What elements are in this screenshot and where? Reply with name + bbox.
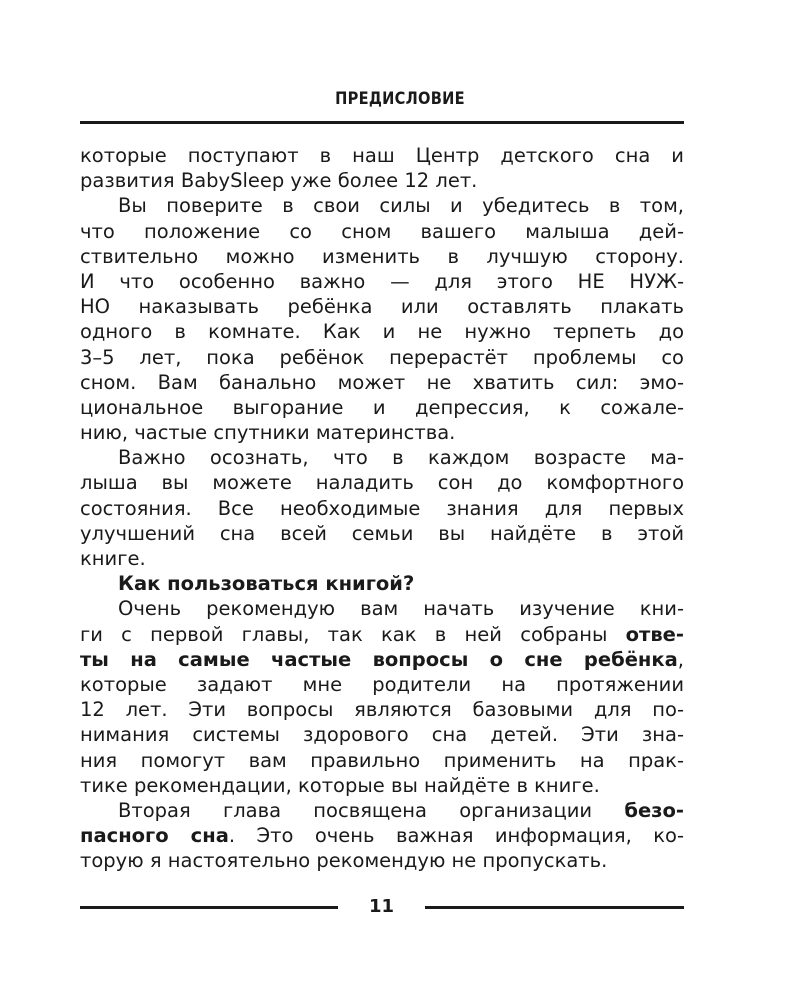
text-line: торую я настоятельно рекомендую не пропускать. bbox=[80, 849, 608, 873]
text-line: нимания системы здорового сна детей. Эти зна- bbox=[80, 723, 684, 747]
text-line: тике рекомендации, которые вы найдёте в книге. bbox=[80, 773, 600, 797]
text-line: 3–5 лет, пока ребёнок перерастёт проблемы со bbox=[80, 345, 684, 369]
bold-phrase: пасного сна bbox=[80, 824, 229, 848]
footer-right-rule bbox=[425, 906, 684, 909]
text-line: ги с первой главы, так как в ней собраны отве- bbox=[80, 622, 684, 646]
text-line: нию, частые спутники материнства. bbox=[80, 421, 456, 445]
text-line: Вторая глава посвящена организации безо- bbox=[118, 798, 684, 822]
body-text bbox=[80, 143, 684, 873]
text-line: состояния. Все необходимые знания для первых bbox=[80, 496, 684, 520]
text-line: улучшений сна всей семьи вы найдёте в этой bbox=[80, 521, 684, 545]
text-line: Важно осознать, что в каждом возрасте ма- bbox=[118, 446, 684, 470]
page-number: 11 bbox=[368, 896, 395, 917]
text-line: И что особенно важно — для этого НЕ НУЖ- bbox=[80, 269, 684, 293]
text-line: одного в комнате. Как и не нужно терпеть до bbox=[80, 320, 684, 344]
text-line: которые задают мне родители на протяжении bbox=[80, 672, 684, 696]
text-line: что положение со сном вашего малыша дей- bbox=[80, 219, 684, 243]
text-line: Вы поверите в свои силы и убедитесь в том, bbox=[118, 194, 684, 218]
text-line: ты на самые частые вопросы о сне ребёнка, bbox=[80, 647, 684, 671]
text-line: ния помогут вам правильно применить на прак- bbox=[80, 748, 684, 772]
text-line: 12 лет. Эти вопросы являются базовыми для по- bbox=[80, 698, 684, 722]
text-line: развития BabySleep уже более 12 лет. bbox=[80, 169, 478, 193]
text-line: пасного сна. Это очень важная информация, ко- bbox=[80, 824, 684, 848]
header-divider bbox=[80, 121, 684, 124]
text-line: Очень рекомендую вам начать изучение кни- bbox=[118, 597, 684, 621]
text-line: ствительно можно изменить в лучшую сторону. bbox=[80, 244, 684, 268]
page-header-title: ПРЕДИСЛОВИЕ bbox=[335, 89, 465, 109]
section-heading: Как пользоваться книгой? bbox=[118, 572, 415, 596]
text-line: которые поступают в наш Центр детского сна и bbox=[80, 144, 684, 167]
bold-phrase: ты на самые частые вопросы о сне ребёнка bbox=[80, 647, 678, 671]
text-line: циональное выгорание и депрессия, к сожале- bbox=[80, 395, 684, 419]
bold-phrase: отве- bbox=[625, 622, 684, 646]
text-line: лыша вы можете наладить сон до комфортного bbox=[80, 471, 684, 495]
page-footer bbox=[80, 896, 684, 920]
text-line: сном. Вам банально может не хватить сил: эмо- bbox=[80, 370, 684, 394]
text-line: книге. bbox=[80, 547, 146, 570]
bold-phrase: безо- bbox=[624, 798, 684, 822]
text-line: НО наказывать ребёнка или оставлять плакать bbox=[80, 295, 684, 319]
footer-left-rule bbox=[80, 906, 338, 909]
